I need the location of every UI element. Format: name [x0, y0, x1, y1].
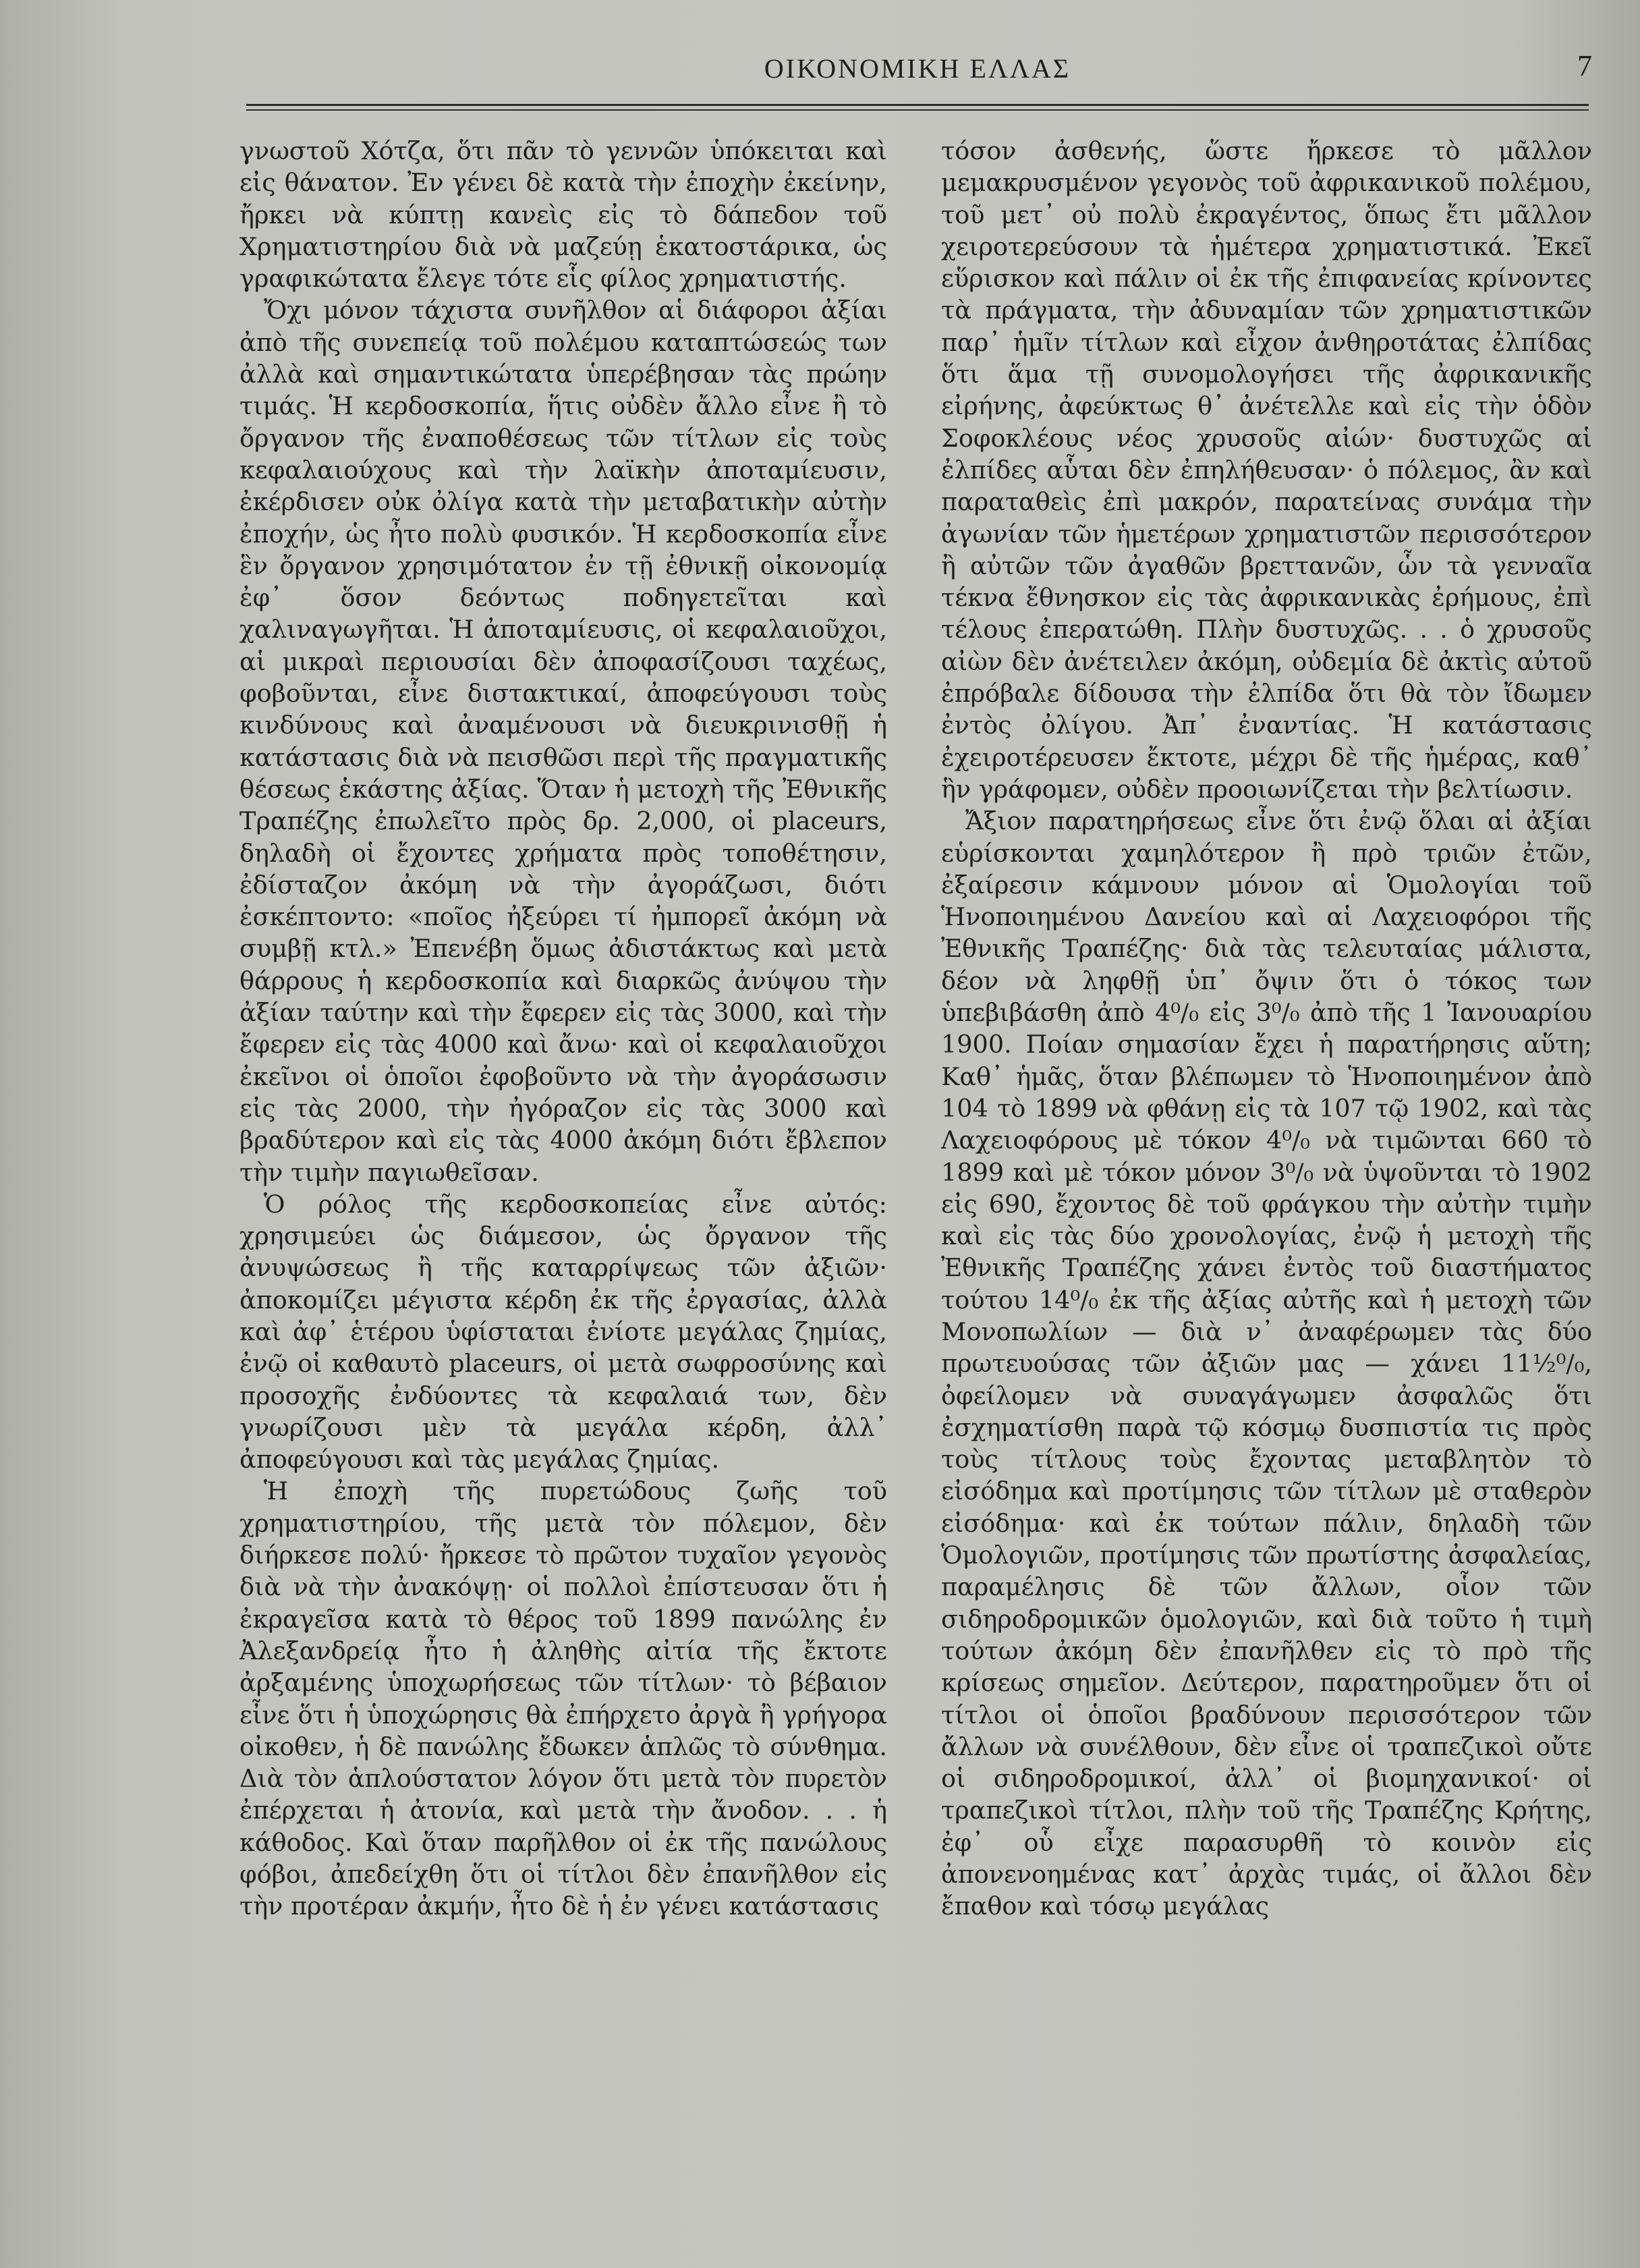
right-paragraph-2: Ἄξιον παρατηρήσεως εἶνε ὅτι ἐνῷ ὅλαι αἱ ἀξίαι εὑρίσκονται χαμηλότερον ἢ πρὸ τριῶν ἐτῶν, ἐξαίρεσιν κάμνουν μόνον αἱ Ὁμολογίαι τοῦ Ἡνοποιημένου Δανείου καὶ αἱ Λαχειοφόροι τῆς Ἐθνικῆς Τραπέζης· διὰ τὰς τελευταίας μάλιστα, δέον νὰ ληφθῇ ὑπ᾽ ὄψιν ὅτι ὁ τόκος των ὑπεβιβάσθη ἀπὸ 4⁰/₀ εἰς 3⁰/₀ ἀπὸ τῆς 1 Ἰανουαρίου 1900. Ποίαν σημασίαν ἔχει ἡ παρατήρησις αὕτη; Καθ᾽ ἡμᾶς, ὅταν βλέπωμεν τὸ Ἡνοποιημένον ἀπὸ 104 τὸ 1899 νὰ φθάνῃ εἰς τὰ 107 τῷ 1902, καὶ τὰς Λαχειοφόρους μὲ τόκον 4⁰/₀ νὰ τιμῶνται 660 τὸ 1899 καὶ μὲ τόκον μόνον 3⁰/₀ νὰ ὑψοῦνται τὸ 1902 εἰς 690, ἔχοντος δὲ τοῦ φράγκου τὴν αὐτὴν τιμὴν καὶ εἰς τὰς δύο χρονολογίας, ἐνῷ ἡ μετοχὴ τῆς Ἐθνικῆς Τραπέζης χάνει ἐντὸς τοῦ διαστήματος τούτου 14⁰/₀ ἐκ τῆς ἀξίας αὐτῆς καὶ ἡ μετοχὴ τῶν Μονοπωλίων — διὰ ν᾽ ἀναφέρωμεν τὰς δύο πρωτευούσας τῶν ἀξιῶν μας — χάνει 11½⁰/₀, ὀφείλομεν νὰ συναγάγωμεν ἀσφαλῶς ὅτι ἐσχηματίσθη παρὰ τῷ κόσμῳ δυσπιστία τις πρὸς τοὺς τίτλους τοὺς ἔχοντας μεταβλητὸν τὸ εἰσόδημα καὶ προτίμησις τῶν τίτλων μὲ σταθερὸν εἰσόδημα· καὶ ἐκ τούτων πάλιν, δηλαδὴ τῶν Ὁμολογιῶν, προτίμησις τῶν πρωτίστης ἀσφαλείας, παραμέλησις δὲ τῶν ἄλλων, οἷον τῶν σιδηροδρομικῶν ὁμολογιῶν, καὶ διὰ τοῦτο ἡ τιμὴ τούτων ἀκόμη δὲν ἐπανῆλθεν εἰς τὸ πρὸ τῆς κρίσεως σημεῖον. Δεύτερον, παρατηροῦμεν ὅτι οἱ τίτλοι οἱ ὁποῖοι βραδύνουν περισσότερον τῶν ἄλλων νὰ συνέλθουν, δὲν εἶνε οἱ τραπεζικοὶ οὔτε οἱ σιδηροδρομικοί, ἀλλ᾽ οἱ βιομηχανικοί· οἱ τραπεζικοὶ τίτλοι, πλὴν τοῦ τῆς Τραπέζης Κρήτης, ἐφ᾽ οὗ εἶχε παρασυρθῆ τὸ κοινὸν εἰς ἀπονενοημένας κατ᾽ ἀρχὰς τιμάς, οἱ ἄλλοι δὲν ἔπαθον καὶ τόσῳ μεγάλας — [941, 806, 1592, 1921]
page-number: 7 — [1577, 49, 1592, 82]
left-column — [239, 135, 887, 2227]
left-paragraph-3: Ὁ ρόλος τῆς κερδοσκοπείας εἶνε αὐτός: χρησιμεύει ὡς διάμεσον, ὡς ὄργανον τῆς ἀνυψώσεως ἢ τῆς καταρρίψεως τῶν ἀξιῶν· ἀποκομίζει μέγιστα κέρδη ἐκ τῆς ἐργασίας, ἀλλὰ καὶ ἀφ᾽ ἑτέρου ὑφίσταται ἐνίοτε μεγάλας ζημίας, ἐνῷ οἱ καθαυτὸ placeurs, οἱ μετὰ σωφροσύνης καὶ προσοχῆς ἐνδύοντες τὰ κεφαλαιά των, δὲν γνωρίζουσι μὲν τὰ μεγάλα κέρδη, ἀλλ᾽ ἀποφεύγουσι καὶ τὰς μεγάλας ζημίας. — [239, 1189, 887, 1474]
journal-title: ΟΙΚΟΝΟΜΙΚΗ ΕΛΛΑΣ — [764, 53, 1071, 84]
header-rule-thin — [246, 109, 1589, 111]
header-rule-thick — [246, 104, 1589, 106]
right-column — [941, 135, 1592, 2227]
left-paragraph-2: Ὄχι μόνον τάχιστα συνῆλθον αἱ διάφοροι ἀξίαι ἀπὸ τῆς συνεπείᾳ τοῦ πολέμου καταπτώσεώς των ἀλλὰ καὶ σημαντικώτατα ὑπερέβησαν τὰς πρώην τιμάς. Ἡ κερδοσκοπία, ἥτις οὐδὲν ἄλλο εἶνε ἢ τὸ ὄργανον τῆς ἐναποθέσεως τῶν τίτλων εἰς τοὺς κεφαλαιούχους καὶ τὴν λαϊκὴν ἀποταμίευσιν, ἐκέρδισεν οὐκ ὀλίγα κατὰ τὴν μεταβατικὴν αὐτὴν ἐποχήν, ὡς ἦτο πολὺ φυσικόν. Ἡ κερδοσκοπία εἶνε ἓν ὄργανον χρησιμότατον ἐν τῇ ἐθνικῇ οἰκονομίᾳ ἐφ᾽ ὅσον δεόντως ποδηγετεῖται καὶ χαλιναγωγῆται. Ἡ ἀποταμίευσις, οἱ κεφαλαιοῦχοι, αἱ μικραὶ περιουσίαι δὲν ἀποφασίζουσι ταχέως, φοβοῦνται, εἶνε διστακτικαί, ἀποφεύγουσι τοὺς κινδύνους καὶ ἀναμένουσι νὰ διευκρινισθῇ ἡ κατάστασις διὰ νὰ πεισθῶσι περὶ τῆς πραγματικῆς θέσεως ἑκάστης ἀξίας. Ὅταν ἡ μετοχὴ τῆς Ἐθνικῆς Τραπέζης ἐπωλεῖτο πρὸς δρ. 2,000, οἱ placeurs, δηλαδὴ οἱ ἔχοντες χρήματα πρὸς τοποθέτησιν, ἐδίσταζον ἀκόμη νὰ τὴν ἀγοράζωσι, διότι ἐσκέπτοντο: «ποῖος ἠξεύρει τί ἠμπορεῖ ἀκόμη νὰ συμβῇ κτλ.» Ἐπενέβη ὅμως ἀδιστάκτως καὶ μετὰ θάρρους ἡ κερδοσκοπία καὶ διαρκῶς ἀνύψου τὴν ἀξίαν ταύτην καὶ τὴν ἔφερεν εἰς τὰς 3000, καὶ τὴν ἔφερεν εἰς τὰς 4000 καὶ ἄνω· καὶ οἱ κεφαλαιοῦχοι ἐκεῖνοι οἱ ὁποῖοι ἐφοβοῦντο νὰ τὴν ἀγοράσωσιν εἰς τὰς 2000, τὴν ἠγόραζον εἰς τὰς 3000 καὶ βραδύτερον καὶ εἰς τὰς 4000 ἀκόμη διότι ἔβλεπον τὴν τιμὴν παγιωθεῖσαν. — [239, 296, 887, 1187]
left-paragraph-1: γνωστοῦ Χότζα, ὅτι πᾶν τὸ γεννῶν ὑπόκειται καὶ εἰς θάνατον. Ἐν γένει δὲ κατὰ τὴν ἐποχὴν ἐκείνην, ἤρκει νὰ κύπτῃ κανεὶς εἰς τὸ δάπεδον τοῦ Χρηματιστηρίου διὰ νὰ μαζεύῃ ἑκατοστάρικα, ὡς γραφικώτατα ἔλεγε τότε εἷς φίλος χρηματιστής. — [239, 136, 887, 294]
right-paragraph-1: τόσον ἀσθενής, ὥστε ἤρκεσε τὸ μᾶλλον μεμακρυσμένον γεγονὸς τοῦ ἀφρικανικοῦ πολέμου, τοῦ μετ᾽ οὐ πολὺ ἐκραγέντος, ὅπως ἔτι μᾶλλον χειροτερεύσουν τὰ ἡμέτερα χρηματιστικά. Ἐκεῖ εὕρισκον καὶ πάλιν οἱ ἐκ τῆς ἐπιφανείας κρίνοντες τὰ πράγματα, τὴν ἀδυναμίαν τῶν χρηματιστικῶν παρ᾽ ἡμῖν τίτλων καὶ εἶχον ἀνθηροτάτας ἐλπίδας ὅτι ἅμα τῇ συνομολογήσει τῆς ἀφρικανικῆς εἰρήνης, ἀφεύκτως θ᾽ ἀνέτελλε καὶ εἰς τὴν ὁδὸν Σοφοκλέους νέος χρυσοῦς αἰών· δυστυχῶς αἱ ἐλπίδες αὗται δὲν ἐπηλήθευσαν· ὁ πόλεμος, ἂν καὶ παραταθεὶς ἐπὶ μακρόν, παρατείνας συνάμα τὴν ἀγωνίαν τῶν ἡμετέρων χρηματιστῶν περισσότερον ἢ αὐτῶν τῶν ἀγαθῶν βρεττανῶν, ὧν τὰ γενναῖα τέκνα ἔθνησκον εἰς τὰς ἀφρικανικὰς ἐρήμους, ἐπὶ τέλους ἐπερατώθη. Πλὴν δυστυχῶς. . . ὁ χρυσοῦς αἰὼν δὲν ἀνέτειλεν ἀκόμη, οὐδεμία δὲ ἀκτὶς αὐτοῦ ἐπρόβαλε δίδουσα τὴν ἐλπίδα ὅτι θὰ τὸν ἴδωμεν ἐντὸς ὀλίγου. Ἀπ᾽ ἐναντίας. Ἡ κατάστασις ἐχειροτέρευσεν ἔκτοτε, μέχρι δὲ τῆς ἡμέρας, καθ᾽ ἣν γράφομεν, οὐδὲν προοιωνίζεται τὴν βελτίωσιν. — [941, 136, 1592, 804]
left-paragraph-4: Ἡ ἐποχὴ τῆς πυρετώδους ζωῆς τοῦ χρηματιστηρίου, τῆς μετὰ τὸν πόλεμον, δὲν διήρκεσε πολύ· ἤρκεσε τὸ πρῶτον τυχαῖον γεγονὸς διὰ νὰ τὴν ἀνακόψῃ· οἱ πολλοὶ ἐπίστευσαν ὅτι ἡ ἐκραγεῖσα κατὰ τὸ θέρος τοῦ 1899 πανώλης ἐν Ἀλεξανδρείᾳ ἦτο ἡ ἀληθὴς αἰτία τῆς ἔκτοτε ἀρξαμένης ὑποχωρήσεως τῶν τίτλων· τὸ βέβαιον εἶνε ὅτι ἡ ὑποχώρησις θὰ ἐπήρχετο ἀργὰ ἢ γρήγορα οἰκοθεν, ἡ δὲ πανώλης ἔδωκεν ἁπλῶς τὸ σύνθημα. Διὰ τὸν ἁπλούστατον λόγον ὅτι μετὰ τὸν πυρετὸν ἐπέρχεται ἡ ἀτονία, καὶ μετὰ τὴν ἄνοδον. . . ἡ κάθοδος. Καὶ ὅταν παρῆλθον οἱ ἐκ τῆς πανώλους φόβοι, ἀπεδείχθη ὅτι οἱ τίτλοι δὲν ἐπανῆλθον εἰς τὴν προτέραν ἀκμήν, ἦτο δὲ ἡ ἐν γένει κατάστασις — [239, 1476, 887, 1921]
page-header — [243, 49, 1592, 93]
